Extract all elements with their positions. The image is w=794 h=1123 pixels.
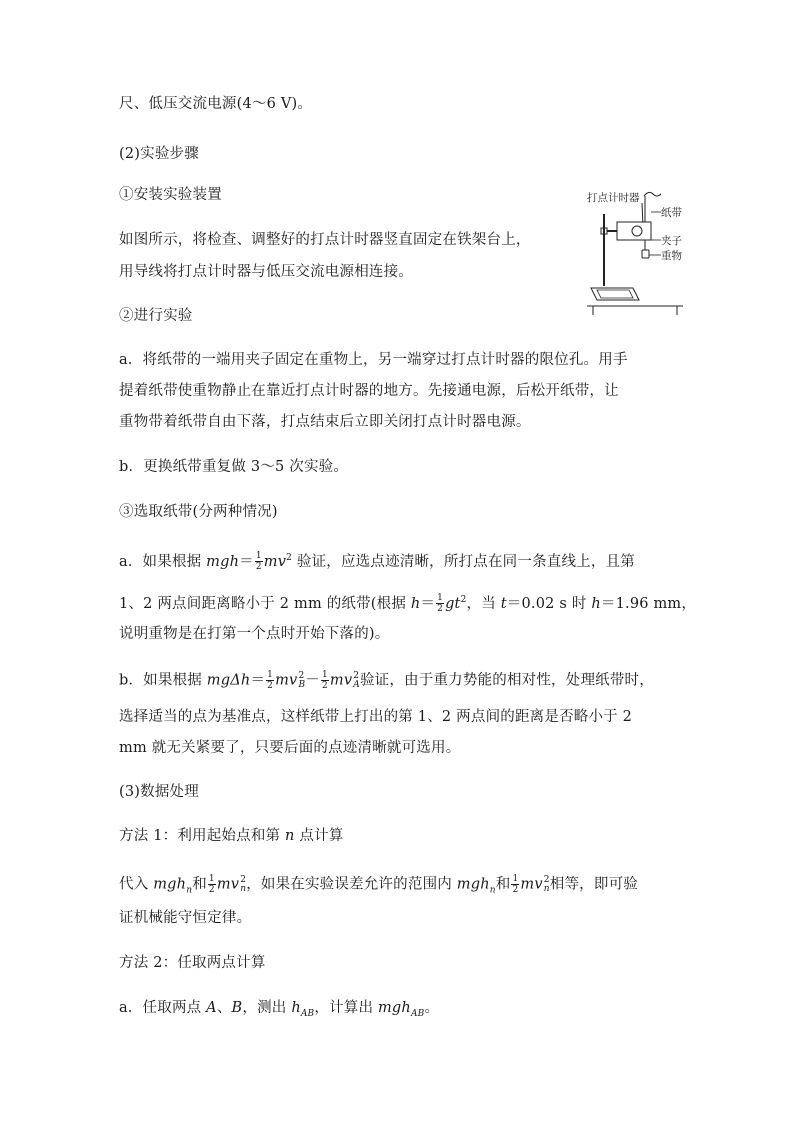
timer-body: [617, 222, 651, 240]
weight: [642, 250, 649, 258]
step-heading-experiment: ②进行实验: [119, 308, 193, 324]
formula-line: a．如果根据 mgh＝ $\frac{1}{2}$ $mv^2$ 验证，应选点迹清晰，所打点在同一条直线上，且第: [119, 551, 635, 573]
text-line: 提着纸带使重物静止在靠近打点计时器的地方。先接通电源，后松开纸带，让: [119, 383, 619, 399]
formula-line: a．任取两点 A、B，测出 $h_{AB}$，计算出 mgh$_{AB}$。: [119, 1000, 440, 1019]
text-line: 如图所示，将检查、调整好的打点计时器竖直固定在铁架台上，: [119, 232, 531, 248]
text-line: 选择适当的点为基准点，这样纸带上打出的第 1、2 两点间的距离是否略小于 2: [119, 709, 633, 725]
section-heading-steps: (2)实验步骤: [119, 146, 199, 162]
label-clip: 夹子: [661, 235, 682, 247]
fraction: $\frac{1}{2}$: [267, 670, 274, 691]
text-line: 证机械能守恒定律。: [119, 910, 252, 926]
formula-line: b．如果根据 mgΔh＝ $\frac{1}{2}$ mv 2 B － $\frac{1}{2}$ mv 2 A 验证，由于重力势能的相对性，处理纸带时，: [119, 670, 654, 691]
fraction: $\frac{1}{2}$: [255, 551, 262, 573]
label-tape: 纸带: [661, 207, 682, 219]
text-line: a．将纸带的一端用夹子固定在重物上，另一端穿过打点计时器的限位孔。用手: [119, 352, 628, 368]
formula-line: 1、2 两点间距离略小于 2 mm 的纸带(根据 h＝ $\frac{1}{2}$ $gt^2$，当 t＝0.02 s 时 h＝1.96 mm，: [119, 593, 697, 615]
method-2-heading: 方法 2：任取两点计算: [119, 955, 266, 971]
fraction: $\frac{1}{2}$: [321, 670, 328, 691]
tape-end-curl: [644, 192, 661, 196]
step-heading-install: ①安装实验装置: [119, 187, 222, 203]
method-1-heading: 方法 1：利用起始点和第 n 点计算: [119, 828, 344, 844]
fraction: $\frac{1}{2}$: [437, 593, 444, 615]
label-weight: 重物: [661, 250, 682, 262]
text-line: mm 就无关紧要了，只要后面的点迹清晰就可选用。: [119, 740, 461, 756]
text-line: b．更换纸带重复做 3～5 次实验。: [119, 459, 349, 475]
text-line: 重物带着纸带自由下落，打点结束后立即关闭打点计时器电源。: [119, 414, 531, 430]
step-heading-select-tape: ③选取纸带(分两种情况): [119, 504, 278, 520]
formula-line: 代入 mgh$_n$和 $\frac{1}{2}$ mv 2 n ，如果在实验误差允许的范围内 mgh$_n$和 $\frac{1}{2}$ mv 2 n 相等，即可验: [119, 874, 638, 896]
text-line: 尺、低压交流电源(4～6 V)。: [119, 96, 313, 112]
fraction: $\frac{1}{2}$: [512, 874, 519, 895]
fraction: $\frac{1}{2}$: [208, 874, 215, 895]
apparatus-figure: [587, 188, 689, 315]
label-timer: 打点计时器: [587, 192, 640, 204]
section-heading-data: (3)数据处理: [119, 784, 199, 800]
text-line: 用导线将打点计时器与低压交流电源相连接。: [119, 264, 413, 280]
text-line: 说明重物是在打第一个点时开始下落的)。: [119, 626, 390, 642]
